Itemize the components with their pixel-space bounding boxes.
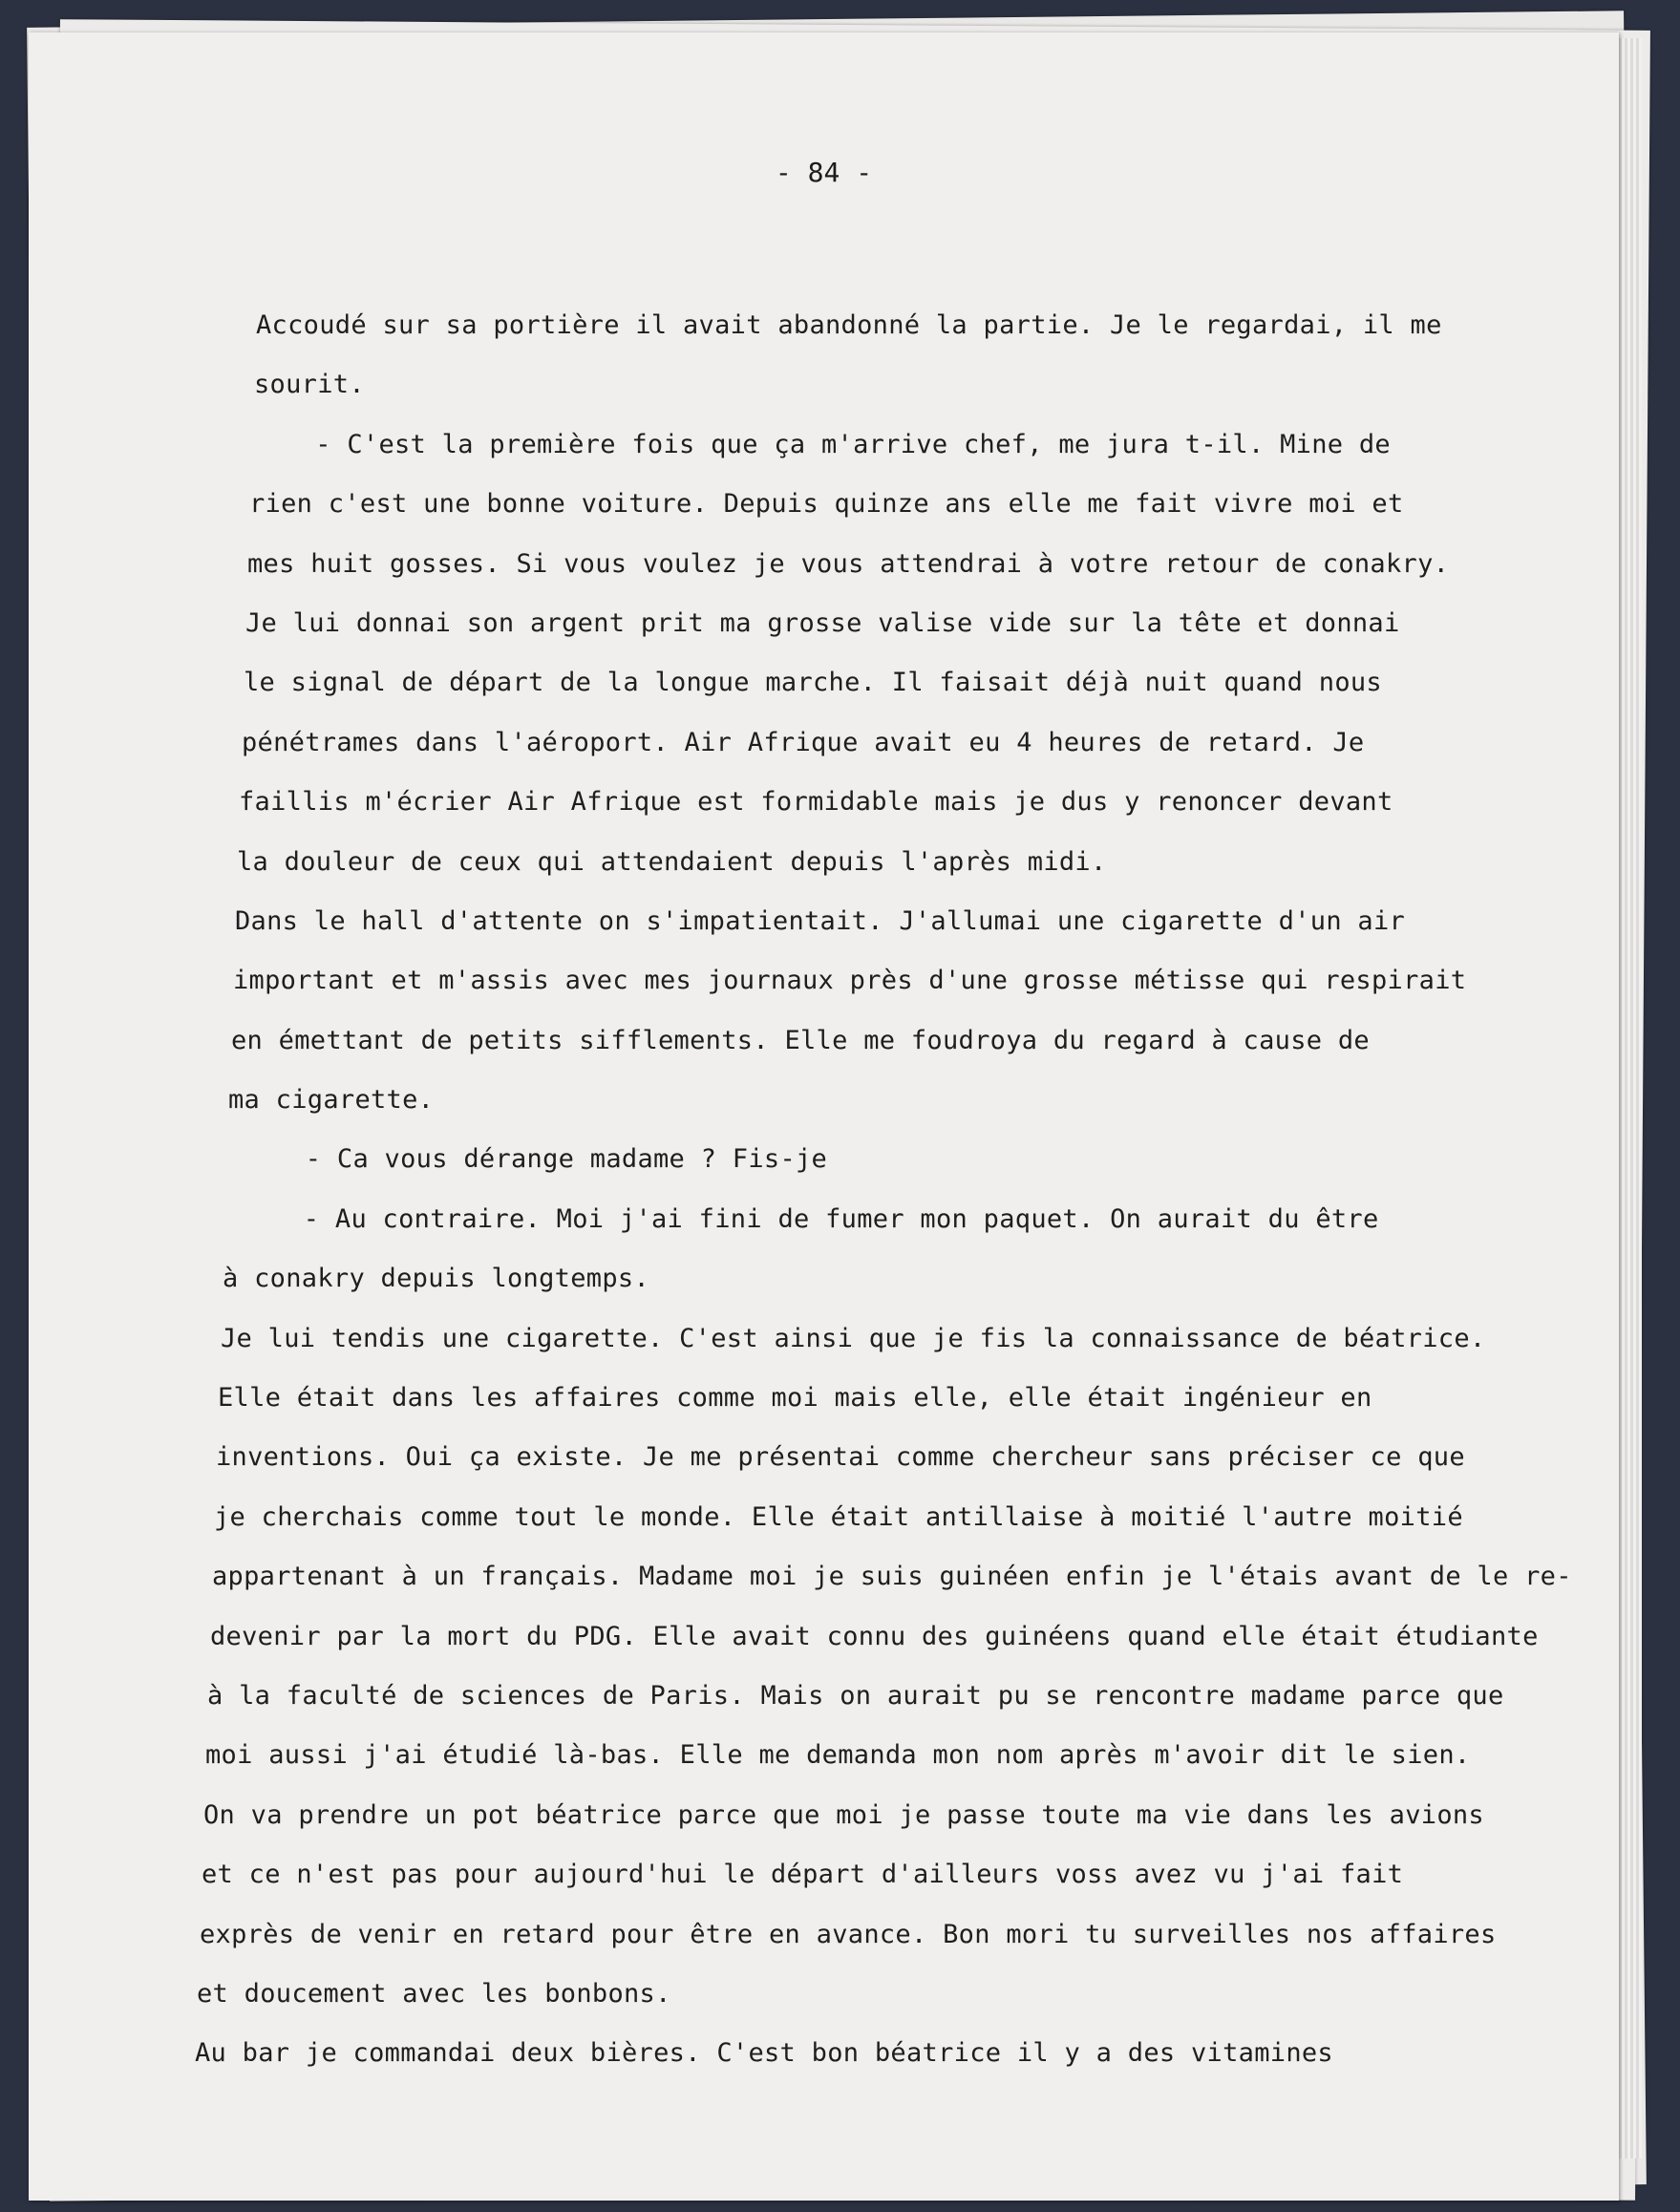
text-line: ma cigarette. bbox=[228, 1085, 435, 1116]
text-line: et ce n'est pas pour aujourd'hui le départ d'ailleurs voss avez vu j'ai fait bbox=[202, 1860, 1404, 1890]
text-line: et doucement avec les bonbons. bbox=[197, 1978, 671, 2009]
text-line: devenir par la mort du PDG. Elle avait connu des guinéens quand elle était étudiante bbox=[210, 1621, 1539, 1651]
text-line: à conakry depuis longtemps. bbox=[223, 1264, 649, 1294]
text-line: inventions. Oui ça existe. Je me présentai comme chercheur sans préciser ce que bbox=[216, 1442, 1465, 1473]
text-line: - Au contraire. Moi j'ai fini de fumer mon paquet. On aurait du être bbox=[224, 1203, 1379, 1234]
text-line: faillis m'écrier Air Afrique est formidable mais je dus y renoncer devant bbox=[239, 787, 1393, 818]
text-line: Je lui tendis une cigarette. C'est ainsi que je fis la connaissance de béatrice. bbox=[221, 1323, 1486, 1353]
page-number: - 84 - bbox=[775, 157, 873, 188]
body-text bbox=[195, 296, 1612, 2084]
text-line: - C'est la première fois que ça m'arrive chef, me jura t-il. Mine de bbox=[252, 429, 1391, 459]
text-line: moi aussi j'ai étudié là-bas. Elle me demanda mon nom après m'avoir dit le sien. bbox=[205, 1740, 1471, 1771]
text-line: - Ca vous dérange madame ? Fis-je bbox=[226, 1144, 828, 1175]
text-line: je cherchais comme tout le monde. Elle était antillaise à moitié l'autre moitié bbox=[214, 1501, 1463, 1532]
text-line: à la faculté de sciences de Paris. Mais on aurait pu se rencontre madame parce que bbox=[207, 1680, 1504, 1711]
text-line: Accoudé sur sa portière il avait abandonné la partie. Je le regardai, il me bbox=[256, 310, 1442, 340]
text-line: sourit. bbox=[254, 370, 365, 400]
text-line: la douleur de ceux qui attendaient depuis l'après midi. bbox=[237, 846, 1107, 877]
text-line: rien c'est une bonne voiture. Depuis quinze ans elle me fait vivre moi et bbox=[249, 489, 1404, 520]
text-line: mes huit gosses. Si vous voulez je vous attendrai à votre retour de conakry. bbox=[247, 548, 1450, 579]
text-line: Je lui donnai son argent prit ma grosse valise vide sur la tête et donnai bbox=[245, 607, 1400, 638]
text-line: On va prendre un pot béatrice parce que moi je passe toute ma vie dans les avions bbox=[203, 1799, 1484, 1830]
text-line: en émettant de petits sifflements. Elle me foudroya du regard à cause de bbox=[231, 1025, 1370, 1055]
text-line: Dans le hall d'attente on s'impatientait. J'allumai une cigarette d'un air bbox=[235, 905, 1406, 936]
text-line: le signal de départ de la longue marche. Il faisait déjà nuit quand nous bbox=[244, 668, 1382, 698]
text-line: pénétrames dans l'aéroport. Air Afrique avait eu 4 heures de retard. Je bbox=[242, 727, 1365, 757]
text-line: Elle était dans les affaires comme moi mais elle, elle était ingénieur en bbox=[218, 1383, 1372, 1414]
document-page bbox=[29, 32, 1619, 2201]
text-line: Au bar je commandai deux bières. C'est bon béatrice il y a des vitamines bbox=[195, 2038, 1333, 2069]
text-line: important et m'assis avec mes journaux près d'une grosse métisse qui respirait bbox=[233, 966, 1467, 996]
text-line: exprès de venir en retard pour être en avance. Bon mori tu surveilles nos affaires bbox=[200, 1919, 1497, 1949]
text-line: appartenant à un français. Madame moi je suis guinéen enfin je l'étais avant de le re- bbox=[212, 1562, 1572, 1592]
